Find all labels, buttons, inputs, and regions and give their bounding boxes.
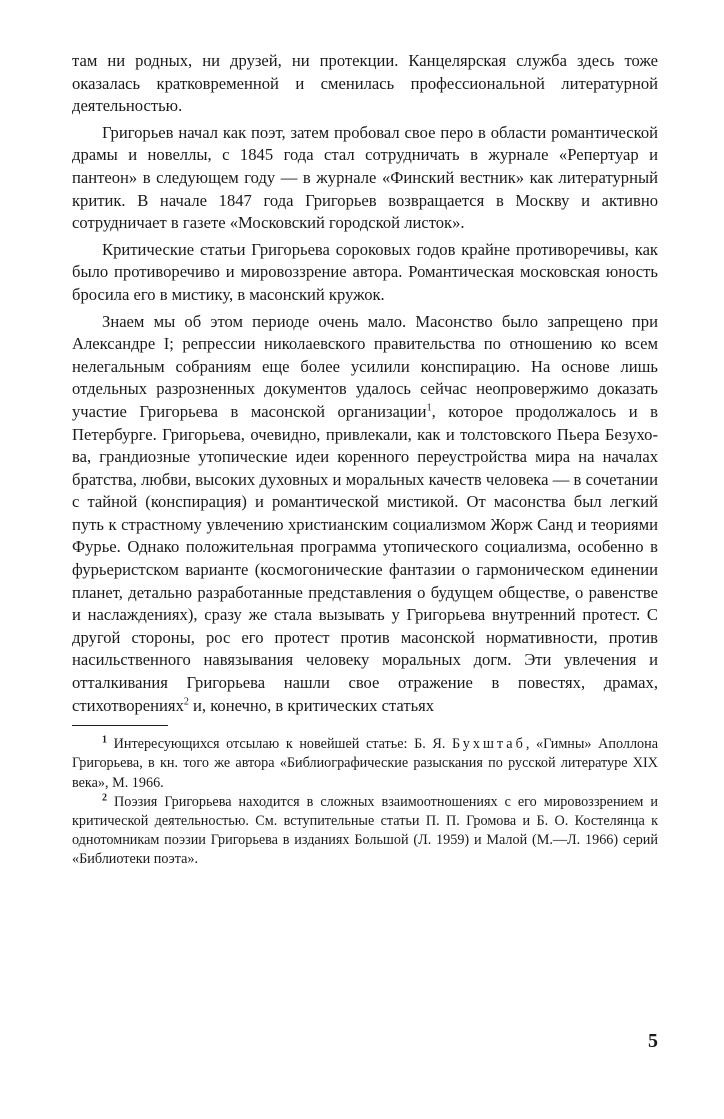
footnote-2 [72, 793, 658, 870]
paragraph-4-part-b: , которое продолжалось и в Петербурге. Григорьева, очевидно, привлекали, как и толстовского Пьера Безухова, грандиозные утопические идеи коренного переустройства мира на началах братства, любви, высоких духовных и моральных качеств человека — в сочетании с тайной (конспирация) и романтической мистикой. От масонства был легкий путь к страстному увлечению христианским социализмом Жорж Санд и теориями Фурье. Однако положительная программа утопического социализма, особенно в фурьеристском варианте (космогонические фантазии о гармоническом единении планет, детально разработанные представления о будущем обществе, о равенстве и наслаждениях), сразу же стала вызывать у Григорьева внутренний протест. С другой стороны, рос его протест против масонской нормативности, против насильственного навязывания человеку моральных догм. Эти увлечения и отталкивания Григорьева нашли свое отражение в повестях, драмах, стихотворениях [72, 401, 658, 715]
paragraph-1: там ни родных, ни друзей, ни протекции. Канцелярская служба здесь тоже оказалась кратковременной и сменилась профессиональной литературной деятельностью. [72, 51, 658, 116]
page-number: 5 [648, 1030, 658, 1052]
paragraph-4-part-c: и, конечно, в критических статьях [188, 695, 435, 715]
footnote-divider [72, 725, 168, 726]
footnote-1-text-a: Интересующихся отсылаю к новейшей статье: Б. Я. [113, 736, 453, 753]
footnote-1 [72, 735, 658, 793]
paragraph-2: Григорьев начал как поэт, затем пробовал свое перо в области романтической драмы и новеллы, с 1845 года стал сотрудничать в журнале «Репертуар и пантеон» в следующем году — в журнале «Финский вестник» как литературный критик. В начале 1847 года Григорьев возвращается в Москву и активно сотрудничает в газете «Московский городской листок». [72, 122, 658, 233]
footnote-1-author: Бухштаб [452, 736, 526, 753]
footnote-2-mark: 2 [102, 792, 107, 804]
footnote-2-text: Поэзия Григорьева находится в сложных взаимоотношениях с его мировоззрением и критической деятельностью. См. вступительные статьи П. П. Громова и Б. О. Костелянца к однотомникам поэзии Григорьева в изданиях Большой (Л. 1959) и Малой (М.—Л. 1966) серий «Библиотеки поэта». [72, 793, 658, 868]
footnote-ref-2[interactable]: 2 [183, 696, 189, 708]
page-body [72, 50, 658, 870]
paragraph-4-part-a: Знаем мы об этом периоде очень мало. Масонство было запрещено при Александре I; репрессии николаевского правительства по отношению ко всем нелегальным собраниям еще более усилили конспирацию. На основе лишь отдельных разрозненных документов удалось сейчас неопровержимо доказать участие Григорьева в масонской организации [72, 311, 658, 421]
paragraph-4 [72, 311, 658, 718]
paragraph-3: Критические статьи Григорьева сороковых годов крайне противоречивы, как было противоречиво и мировоззрение автора. Романтическая московская юность бросила его в мистику, в масонский кружок. [72, 239, 658, 304]
footnote-ref-1[interactable]: 1 [426, 402, 432, 414]
footnote-1-mark: 1 [102, 734, 107, 746]
footnote-1-text-b: , «Гимны» Аполлона Григорьева, в кн. того же автора «Библиографические разыскания по русской литературе XIX века», М. 1966. [72, 736, 659, 791]
